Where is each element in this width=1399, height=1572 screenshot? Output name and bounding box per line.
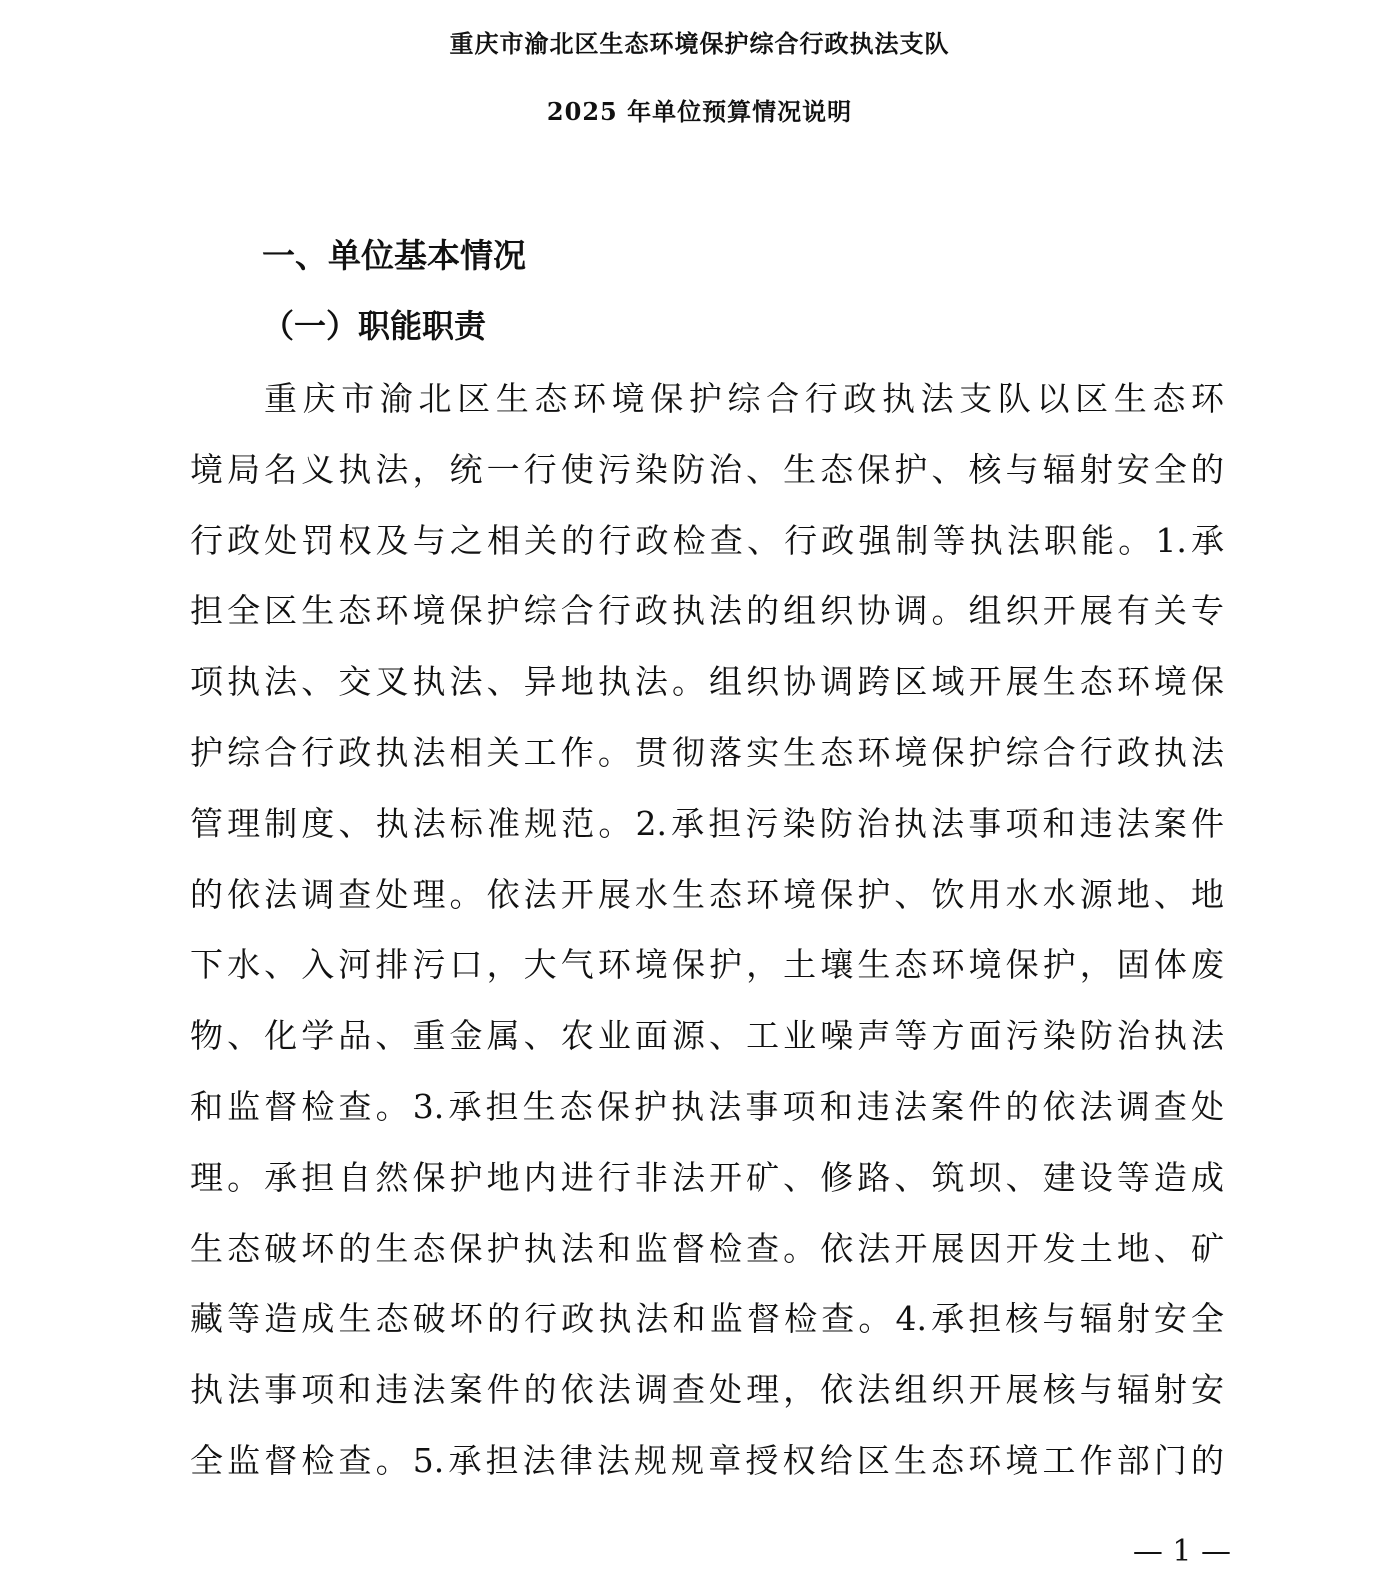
body-line: 担全区生态环境保护综合行政执法的组织协调。组织开展有关专 xyxy=(190,591,1224,631)
body-line: 护综合行政执法相关工作。贯彻落实生态环境保护综合行政执法 xyxy=(190,732,1224,772)
body-line: 管理制度、执法标准规范。2.承担污染防治执法事项和违法案件 xyxy=(190,803,1224,843)
body-line: 物、化学品、重金属、农业面源、工业噪声等方面污染防治执法 xyxy=(190,1016,1224,1056)
body-line: 和监督检查。3.承担生态保护执法事项和违法案件的依法调查处 xyxy=(190,1086,1224,1126)
body-line: 执法事项和违法案件的依法调查处理，依法组织开展核与辐射安 xyxy=(190,1370,1224,1410)
body-line: 项执法、交叉执法、异地执法。组织协调跨区域开展生态环境保 xyxy=(190,662,1224,702)
body-line: 重庆市渝北区生态环境保护综合行政执法支队以区生态环 xyxy=(264,379,1224,418)
body-line: 行政处罚权及与之相关的行政检查、行政强制等执法职能。1.承 xyxy=(190,520,1224,560)
section-heading: 一、单位基本情况 xyxy=(262,236,526,275)
body-line: 全监督检查。5.承担法律法规规章授权给区生态环境工作部门的 xyxy=(190,1440,1224,1480)
body-line: 藏等造成生态破坏的行政执法和监督检查。4.承担核与辐射安全 xyxy=(190,1299,1224,1339)
body-line: 生态破坏的生态保护执法和监督检查。依法开展因开发土地、矿 xyxy=(190,1228,1224,1268)
body-paragraph xyxy=(190,364,1224,1497)
document-title-line1: 重庆市渝北区生态环境保护综合行政执法支队 xyxy=(449,29,950,58)
body-line: 下水、入河排污口，大气环境保护，土壤生态环境保护，固体废 xyxy=(190,945,1224,985)
page-number: — 1 — xyxy=(1132,1534,1231,1569)
document-title-line2: 2025 年单位预算情况说明 xyxy=(546,97,853,126)
body-line: 理。承担自然保护地内进行非法开矿、修路、筑坝、建设等造成 xyxy=(190,1157,1224,1197)
body-line: 境局名义执法，统一行使污染防治、生态保护、核与辐射安全的 xyxy=(190,449,1224,489)
subsection-heading: （一）职能职责 xyxy=(262,307,487,345)
body-line: 的依法调查处理。依法开展水生态环境保护、饮用水水源地、地 xyxy=(190,874,1224,914)
